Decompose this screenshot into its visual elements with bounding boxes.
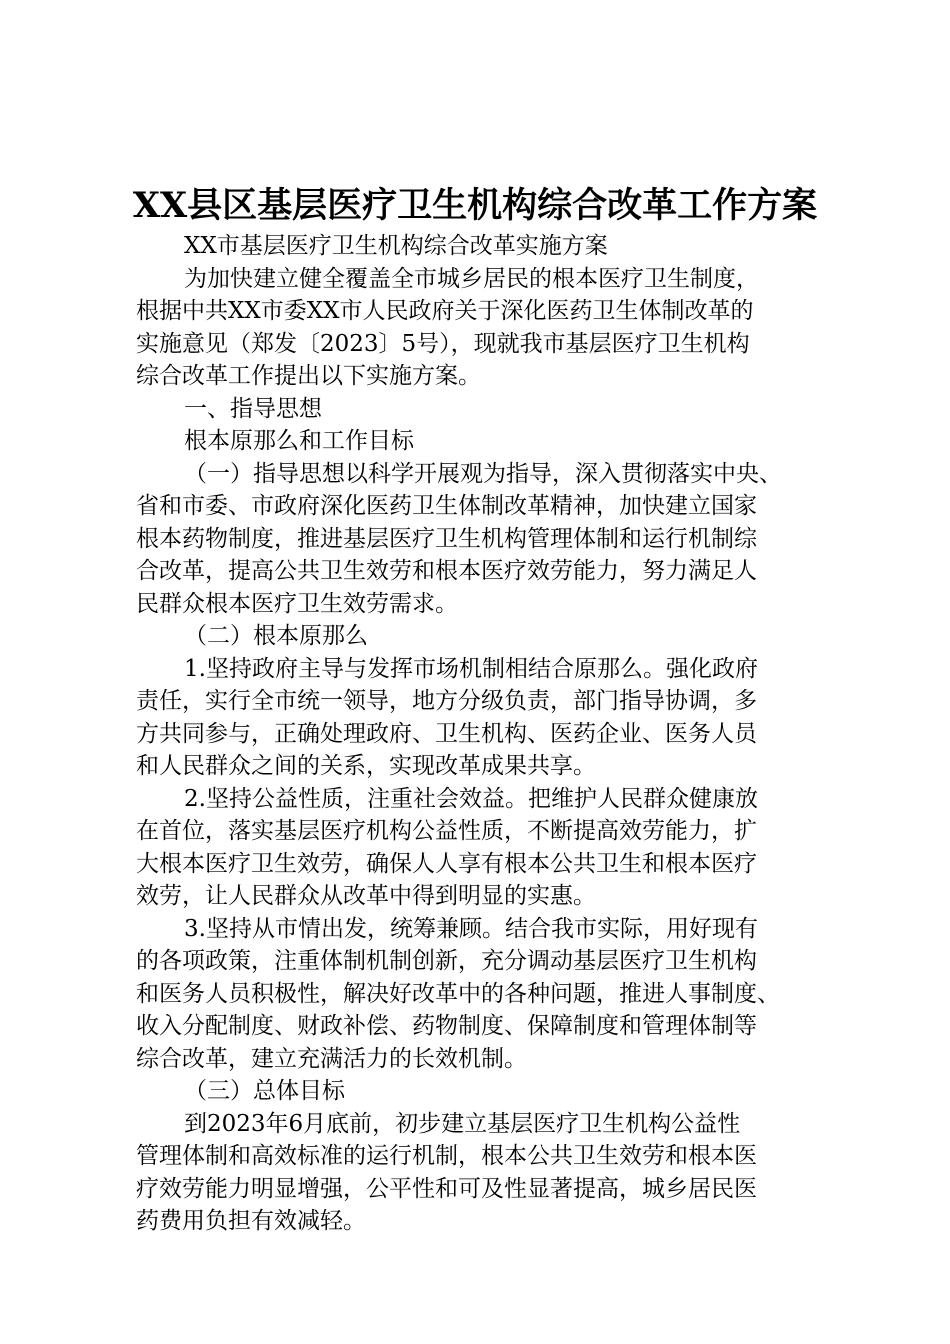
body-line: 大根本医疗卫生效劳，确保人人享有根本公共卫生和根本医疗 (136, 850, 757, 877)
document-body (136, 230, 826, 1238)
body-line: 在首位，落实基层医疗机构公益性质，不断提高效劳能力，扩 (136, 818, 757, 844)
body-line: 为加快建立健全覆盖全市城乡居民的根本医疗卫生制度， (184, 265, 759, 292)
body-line: 综合改革，建立充满活力的长效机制。 (136, 1045, 527, 1072)
body-line: （二）根本原那么 (184, 623, 368, 649)
body-line: 根据中共XX市委XX市人民政府关于深化医药卫生体制改革的 (136, 298, 754, 324)
body-line: 实施意见（郑发〔2023〕5号），现就我市基层医疗卫生机构 (136, 330, 750, 357)
body-line: （一）指导思想以科学开展观为指导，深入贯彻落实中央、 (184, 460, 782, 487)
body-line: 2.坚持公益性质，注重社会效益。把维护人民群众健康放 (184, 785, 758, 812)
body-line: 省和市委、市政府深化医药卫生体制改革精神，加快建立国家 (136, 493, 757, 519)
body-line: 3.坚持从市情出发，统筹兼顾。结合我市实际，用好现有 (184, 915, 758, 942)
body-line: 合改革，提高公共卫生效劳和根本医疗效劳能力，努力满足人 (136, 558, 757, 584)
body-line: 的各项政策，注重体制机制创新，充分调动基层医疗卫生机构 (136, 948, 757, 974)
body-line: 民群众根本医疗卫生效劳需求。 (136, 590, 458, 617)
body-line: 疗效劳能力明显增强，公平性和可及性显著提高，城乡居民医 (136, 1175, 757, 1202)
body-line: 和医务人员积极性，解决好改革中的各种问题，推进人事制度、 (136, 980, 780, 1007)
body-line: 管理体制和高效标准的运行机制，根本公共卫生效劳和根本医 (136, 1143, 757, 1169)
body-line: 综合改革工作提出以下实施方案。 (136, 363, 481, 389)
document-title: XX县区基层医疗卫生机构综合改革工作方案 (132, 185, 818, 226)
body-line: 药费用负担有效减轻。 (136, 1208, 366, 1234)
body-line: （三）总体目标 (184, 1078, 345, 1104)
body-line: 责任，实行全市统一领导，地方分级负责，部门指导协调，多 (136, 688, 757, 714)
body-line: 和人民群众之间的关系，实现改革成果共享。 (136, 753, 596, 779)
body-line: 根本药物制度，推进基层医疗卫生机构管理体制和运行机制综 (136, 525, 757, 552)
body-line: 根本原那么和工作目标 (184, 428, 414, 454)
body-line: 效劳，让人民群众从改革中得到明显的实惠。 (136, 883, 596, 909)
body-line: XX市基层医疗卫生机构综合改革实施方案 (184, 233, 608, 259)
body-line: 方共同参与，正确处理政府、卫生机构、医药企业、医务人员 (136, 720, 757, 747)
body-line: 收入分配制度、财政补偿、药物制度、保障制度和管理体制等 (136, 1013, 757, 1039)
body-line: 1.坚持政府主导与发挥市场机制相结合原那么。强化政府 (184, 655, 758, 682)
body-line: 一、指导思想 (184, 395, 322, 422)
body-line: 到2023年6月底前，初步建立基层医疗卫生机构公益性 (184, 1110, 741, 1137)
